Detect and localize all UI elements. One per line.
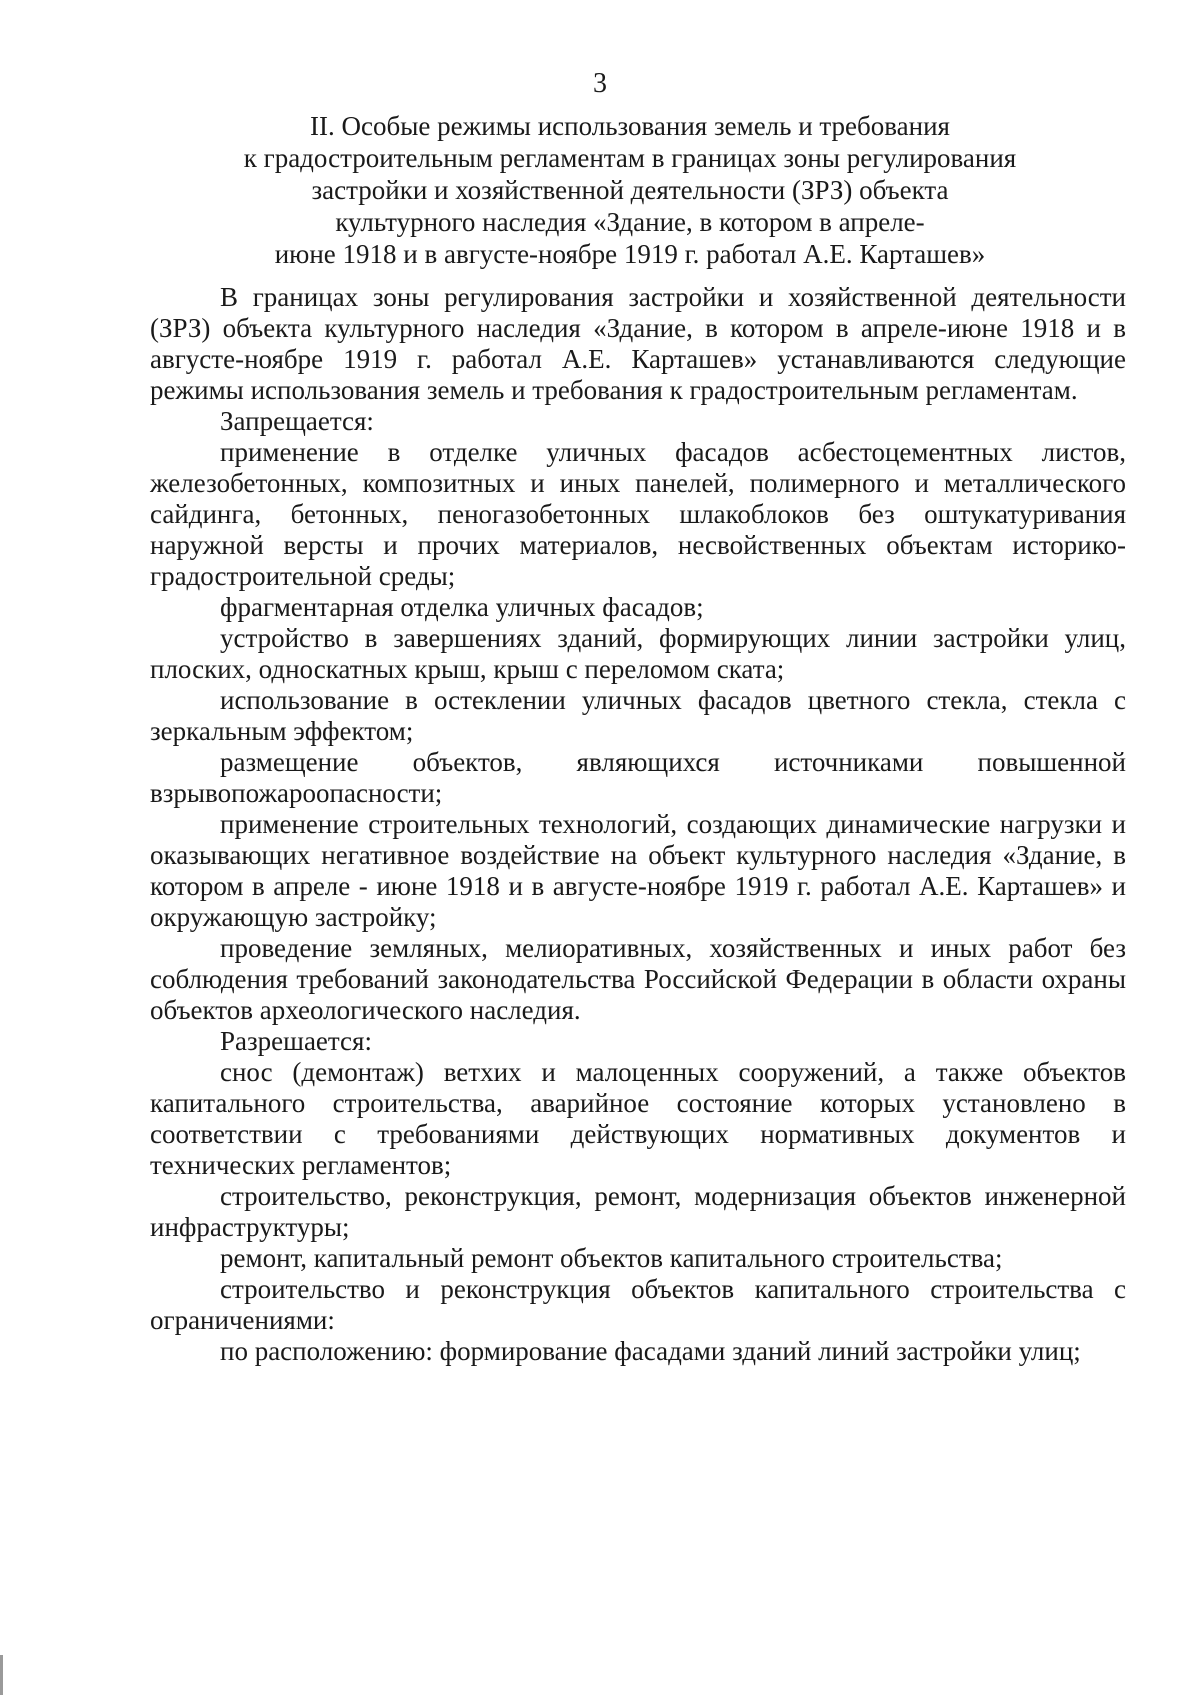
allowed-item: снос (демонтаж) ветхих и малоценных сооружений, а также объектов капитального строительства, аварийное состояние которых установлено в соответствии с требованиями действующих нормативных документов и технических регламентов; bbox=[150, 1057, 1126, 1180]
page-number: 3 bbox=[593, 68, 607, 99]
prohibited-item: применение в отделке уличных фасадов асбестоцементных листов, железобетонных, композитных и иных панелей, полимерного и металлического сайдинга, бетонных, пеногазобетонных шлакоблоков без оштукатуривания наружной версты и прочих материалов, несвойственных объектам историко-градостроительной среды; bbox=[150, 437, 1126, 591]
heading-line: II. Особые режимы использования земель и требования bbox=[310, 111, 950, 141]
heading-line: июне 1918 и в августе-ноябре 1919 г. работал А.Е. Карташев» bbox=[274, 239, 986, 269]
prohibited-item: использование в остеклении уличных фасадов цветного стекла, стекла с зеркальным эффектом; bbox=[150, 685, 1126, 746]
allowed-item: строительство, реконструкция, ремонт, модернизация объектов инженерной инфраструктуры; bbox=[150, 1181, 1126, 1242]
prohibited-item: применение строительных технологий, создающих динамические нагрузки и оказывающих негативное воздействие на объект культурного наследия «Здание, в котором в апреле - июне 1918 и в августе-ноябре 1919 г. работал А.Е. Карташев» и окружающую застройку; bbox=[150, 809, 1126, 932]
heading-line: к градостроительным регламентам в границах зоны регулирования bbox=[243, 143, 1017, 173]
allowed-item: по расположению: формирование фасадами зданий линий застройки улиц; bbox=[220, 1336, 1081, 1366]
prohibited-item: размещение объектов, являющихся источниками повышенной взрывопожароопасности; bbox=[150, 747, 1126, 808]
prohibited-heading: Запрещается: bbox=[220, 406, 374, 436]
document-body bbox=[150, 282, 1126, 1367]
allowed-item: строительство и реконструкция объектов капитального строительства с ограничениями: bbox=[150, 1274, 1126, 1335]
prohibited-item: фрагментарная отделка уличных фасадов; bbox=[220, 592, 704, 622]
heading-line: застройки и хозяйственной деятельности (ЗРЗ) объекта bbox=[311, 175, 949, 205]
prohibited-item: проведение земляных, мелиоративных, хозяйственных и иных работ без соблюдения требований законодательства Российской Федерации в области охраны объектов археологического наследия. bbox=[150, 933, 1126, 1025]
allowed-item: ремонт, капитальный ремонт объектов капитального строительства; bbox=[220, 1243, 1003, 1273]
section-heading bbox=[180, 110, 1080, 270]
intro-paragraph: В границах зоны регулирования застройки и хозяйственной деятельности (ЗРЗ) объекта культурного наследия «Здание, в котором в апреле-июне 1918 и в августе-ноябре 1919 г. работал А.Е. Карташев» устанавливаются следующие режимы использования земель и требования к градостроительным регламентам. bbox=[150, 282, 1126, 405]
allowed-heading: Разрешается: bbox=[220, 1026, 372, 1056]
scan-edge-mark bbox=[0, 1655, 3, 1695]
prohibited-item: устройство в завершениях зданий, формирующих линии застройки улиц, плоских, односкатных крыш, крыш с переломом ската; bbox=[150, 623, 1126, 684]
heading-line: культурного наследия «Здание, в котором в апреле- bbox=[335, 207, 925, 237]
